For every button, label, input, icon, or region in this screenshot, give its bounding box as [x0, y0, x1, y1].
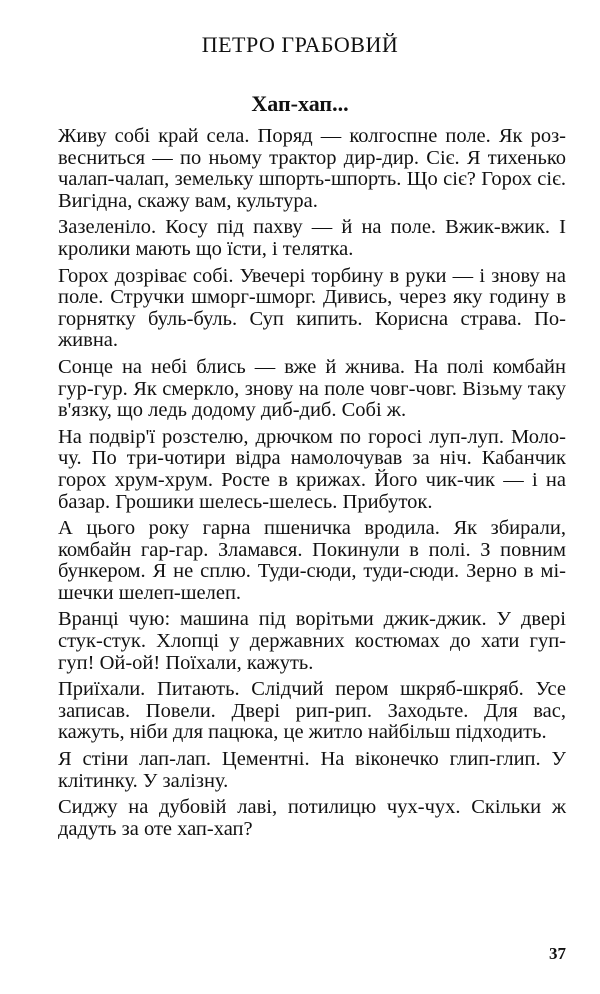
paragraph: На подвір'ї розстелю, дрючком по горосі луп-луп. Молочу. По три-чотири відра намолочував за ніч. Кабанчик горох хрум-хрум. Росте в крижах. Його чик-чик — і на базар. Грошики шелесь-шелесь. Прибуток.	[58, 425, 566, 513]
paragraph: Живу собі край села. Поряд — колгоспне поле. Як розвесниться — по ньому трактор дир-дир. Сіє. Я тихенько чалап-чалап, земельку шпорть-шпорть. Що сіє? Горох сіє. Вигідна, скажу вам, культура.	[58, 125, 566, 212]
story-text	[58, 126, 566, 845]
page-number: 37	[549, 944, 566, 963]
paragraph: А цього року гарна пшеничка вродила. Як збирали, комбайн гар-гар. Зламався. Покинули в полі. З повним бункером. Я не сплю. Туди-сюди, туди-сюди. Зерно в мішечки шелеп-шелеп.	[58, 517, 566, 604]
story-title: Хап-хап...	[251, 91, 349, 116]
author-name: ПЕТРО ГРАБОВИЙ	[201, 32, 399, 57]
paragraph: Приїхали. Питають. Слідчий пером шкряб-шкряб. Усе записав. Повели. Двері рип-рип. Заходьте. Для вас, кажуть, ніби для пацюка, це житло найбільш підходить.	[58, 678, 566, 744]
paragraph: Я стіни лап-лап. Цементні. На віконечко глип-глип. У клітинку. У залізну.	[58, 748, 566, 792]
paragraph: Сонце на небі блись — вже й жнива. На полі комбайн гур-гур. Як смеркло, знову на поле човг-човг. Візьму таку в'язку, що ледь додому диб-диб. Собі ж.	[58, 355, 566, 422]
paragraph: Сиджу на дубовій лаві, потилицю чух-чух. Скільки ж дадуть за оте хап-хап?	[58, 796, 566, 840]
paragraph: Вранці чую: машина під ворітьми джик-джик. У двері стук-стук. Хлопці у державних костюмах до хати гуп-гуп! Ой-ой! Поїхали, кажуть.	[58, 608, 566, 674]
paragraph: Горох дозріває собі. Увечері торбину в руки — і знову на поле. Стручки шморг-шморг. Дивись, через яку годину в горнятку буль-буль. Суп кипить. Корисна страва. Поживна.	[58, 264, 566, 352]
paragraph: Зазеленіло. Косу під пахву — й на поле. Вжик-вжик. І кролики мають що їсти, і телятка.	[58, 216, 566, 260]
